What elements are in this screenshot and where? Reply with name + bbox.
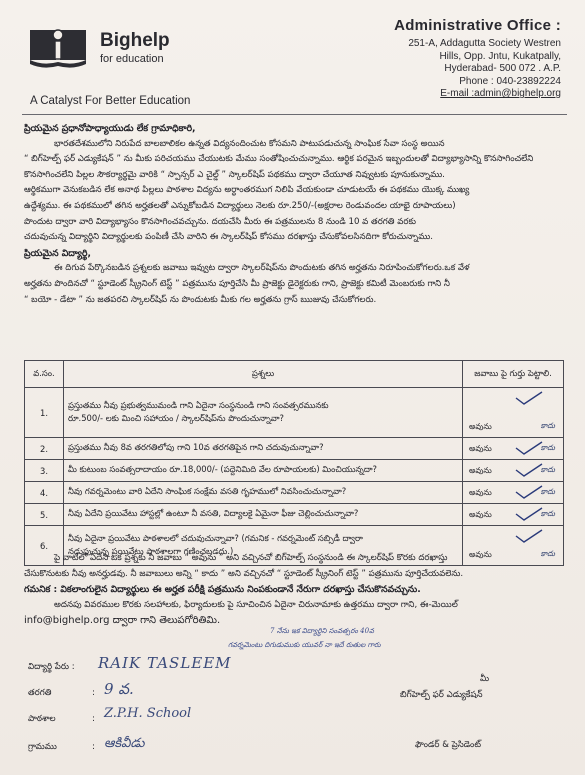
question-text: నీవు ఏదైనా ప్రయివేటు పాఠశాలలో చదువుచున్నావా? (గమనిక - గవర్నమెంట్ సబ్సిడీ ద్వారా — [68, 532, 363, 543]
table-row — [25, 388, 564, 438]
row-serial-number: 5. — [25, 504, 64, 526]
school-value: Z.P.H. School — [104, 706, 192, 721]
table-row — [25, 482, 564, 504]
salutation: ప్రియమైన ప్రధానోపాధ్యాయుడు లేక గ్రామాధికారి, — [24, 123, 196, 134]
instruction-line: అదనపు వివరముల కొరకు సలహాలకు, ఫిర్యాదులకు పై సూచించిన ఏదైనా చిరునామాకు ఉత్తరము ద్వారా గాని, ఈ-మెయిల్ — [54, 599, 458, 610]
table-row — [25, 438, 564, 460]
handwritten-tick-icon — [515, 529, 543, 543]
answer-yes-option: అవును — [469, 510, 492, 519]
office-email: E-mail :admin@bighelp.org — [440, 88, 561, 99]
village-field — [28, 742, 57, 754]
row-answer — [463, 438, 564, 460]
brand-name: Bighelp — [100, 30, 170, 51]
village-label: గ్రామము — [28, 742, 57, 752]
row-question: మీ కుటుంబ సంవత్సరాదాయం రూ.18,000/- (పద్దెనిమిది వేల రూపాయలకు) మించియున్నదా? — [64, 460, 463, 482]
office-address-line: Hyderabad- 500 072 . A.P. — [444, 63, 561, 74]
row-question: నీవు ఏదేని ప్రయివేటు హాస్టల్లో ఉంటూ నీ వసతి, విద్యాలకై ఏమైనా ఫీజు చెల్లించుచున్నావా? — [64, 504, 463, 526]
instructions-block — [24, 551, 565, 629]
office-address-block — [351, 17, 561, 101]
student-name-value: RAIK TASLEEM — [98, 654, 232, 672]
row-question: ప్రస్తుతము నీవు 8వ తరగతిలోపు గాని 10వ తరగతిపైన గాని చదువుచున్నావా? — [64, 438, 463, 460]
school-field — [28, 714, 56, 726]
row-answer — [463, 460, 564, 482]
header-divider — [22, 114, 567, 115]
handwritten-tick-icon — [515, 485, 543, 499]
letter-paragraph-line: “ బిగ్‌హెల్ప్ ఫర్ ఎడ్యుకేషన్ ” ను మీకు పరిచయము చేయుటకు మేము సంతోషించుచున్నాము. ఆర్థిక పరమైన ఇబ్బందులతో విద్యాభ్యాసాన్ని కొనసాగించలేని — [24, 154, 534, 165]
class-label: తరగతి — [28, 688, 52, 698]
letter-paragraph-line: పొందుట ద్వారా వారి విద్యాభ్యాసం కొనసాగించవచ్చును. దయచేసి మీరు ఈ పత్రములను 8 నుండి 10 వ తరగతి వరకు — [24, 216, 416, 227]
header-questions: ప్రశ్నలు — [64, 361, 463, 388]
note-line: గమనిక : వికలాంగులైన విద్యార్థులు ఈ అర్హత పరీక్షి పత్రమును నింపకుండానే నేరుగా దరఖాస్తు చేసుకొనవచ్చును. — [24, 584, 421, 596]
header-serial-number: వ.సం. — [25, 361, 64, 388]
table-row — [25, 504, 564, 526]
letter-paragraph-line: భారతదేశములోని నిరుపేద బాలబాలికల ఉన్నత విద్యనందించుట కోసమని పాటుపడుచున్న సాంఘిక సేవా సంస్థ అయిన — [54, 138, 445, 149]
row-serial-number: 1. — [25, 388, 64, 438]
answer-no-option: కాదు — [540, 443, 555, 452]
student-name-field: విద్యార్థి పేరు : — [28, 662, 75, 672]
school-colon: : — [92, 714, 95, 724]
answer-yes-option: అవును — [469, 466, 492, 475]
answer-no-option: కాదు — [540, 465, 555, 474]
handwritten-tick-icon — [515, 441, 543, 455]
signature-closing: మీ — [480, 674, 490, 684]
header-answer: జవాబు పై గుర్తు పెట్టాలి. — [463, 361, 564, 388]
answer-no-option: కాదు — [540, 487, 555, 496]
answer-yes-option: అవును — [469, 422, 492, 431]
row-serial-number: 4. — [25, 482, 64, 504]
answer-no-option: కాదు — [540, 549, 555, 558]
handwritten-note: గవర్నమెంటు దిగుడుముకు యువర్ నా ఇదే రుతుల గారు — [228, 641, 381, 649]
answer-yes-option: అవును — [469, 550, 492, 559]
row-serial-number: 2. — [25, 438, 64, 460]
student-name-label: విద్యార్థి పేరు — [28, 662, 69, 672]
question-text: ప్రస్తుతము నీవు ప్రభుత్వముమండి గాని ఏదైనా సంస్థనుండి గాని సంవత్సరమునకు — [68, 399, 329, 410]
office-address-line: Hills, Opp. Jntu, Kukatpally, — [439, 50, 561, 62]
office-address-line: 251-A, Addagutta Society Westren — [408, 38, 561, 49]
letter-paragraph-line: అర్హతను పొందినచో “ స్టూడెంట్ స్క్రీనింగ్ టెస్ట్ ” పత్రమును పూర్తిచేసి మీ ప్రాజెక్టు డైరెక్టరుకు గాని, ప్రాజెక్టు కమిటీ మెంబరుకు గాని నీ — [24, 278, 450, 289]
answer-no-option: కాదు — [540, 421, 555, 430]
handwritten-tick-icon — [515, 463, 543, 477]
brand-subtitle: for education — [100, 53, 164, 65]
bighelp-logo-icon — [28, 26, 88, 68]
contact-email-line: info@bighelp.org ద్వారా గాని తెలుపగోరితిమి. — [24, 615, 221, 627]
handwritten-tick-icon — [515, 507, 543, 521]
brand-tagline: A Catalyst For Better Education — [30, 95, 191, 107]
answer-yes-option: అవును — [469, 488, 492, 497]
instruction-line: పై వాటిలో ఏదేని ఒక ప్రశ్నకు నీ జవాబు “ అవును ” అని వచ్చినచో బిగ్‌హెల్ప్ సంస్థనుండి ఈ స్కాలర్‌షిప్ కొరకు దరఖాస్తు — [54, 553, 448, 563]
answer-yes-option: అవును — [469, 444, 492, 453]
letter-paragraph-line: కొనసాగించలేని పిల్లల సౌకర్యార్థమై వారికి “ స్పాన్సర్ ఎ చైల్డ్ ” స్కాలర్‌షిప్ పథకము ద్వారా చేయూత నివ్వుటకు పూనుకున్నాము. — [24, 169, 445, 180]
signature-organization: బిగ్‌హెల్ప్ ఫర్ ఎడ్యుకేషన్ — [400, 690, 483, 700]
letter-paragraph-line: ఉద్దేశ్యము. ఈ పథకములో తగిన అర్హతలతో ఎన్నుకోబడిన విద్యార్థులు నెలకు రూ.250/-(అక్షరాల రెండువందల యాభై రూపాయలు) — [24, 200, 456, 211]
row-serial-number: 6. — [25, 526, 64, 566]
class-colon: : — [92, 688, 95, 698]
question-text: రూ.500/- లకు మించి సహాయం / స్కాలర్‌షిప్‌ను పొందుచున్నావా? — [68, 412, 284, 423]
village-colon: : — [92, 742, 95, 752]
letter-paragraph-line: ఆర్థికముగా వెనుకబడిన లేక అనాథ పిల్లలు పాఠశాల విద్యను అర్ధాంతరముగ నిలిపి వేయకుండా చూడుటయే ఈ పథకము యొక్క ముఖ్య — [24, 185, 470, 196]
signature-role: ఫౌండర్ & ప్రెసిడెంట్ — [415, 740, 481, 750]
row-answer — [463, 388, 564, 438]
office-phone: Phone : 040-23892224 — [459, 75, 561, 87]
office-title: Administrative Office : — [394, 17, 561, 34]
row-answer — [463, 504, 564, 526]
row-serial-number: 3. — [25, 460, 64, 482]
letter-paragraph-line: “ బయో - డేటా ” ను జతపరచి స్కాలర్‌షిప్ ను పొందుటకు మీకు గల అర్హతను గ్రాస్ ఋజువు చేసుకోగలరు. — [24, 294, 377, 305]
row-question — [64, 388, 463, 438]
row-question: నీవు గవర్నమెంటు వారి ఏదేని సాంఘిక సంక్షేమ వసతి గృహములో నివసించుచున్నావా? — [64, 482, 463, 504]
letter-body — [24, 121, 565, 308]
letter-paragraph-line: చదువుచున్న విద్యార్థిని విద్యార్థులకు పంపిణీ చేసి వారిని ఈ స్కాలర్‌షిప్ కోసము దరఖాస్తు చేసుకోవలసినదిగా కోరుచున్నాము. — [24, 232, 434, 243]
answer-no-option: కాదు — [540, 509, 555, 518]
instruction-line: చేసుకొనుటకు నీవు అనర్హుడవు. నీ జవాబులు అన్ని “ కాదు ” అని వచ్చినచో “ స్టూడెంట్ స్క్రీనింగ్ టెస్ట్ ” పత్రమును పూర్తిచేయవలెను. — [24, 568, 464, 579]
village-value: ఆకివీడు — [104, 736, 145, 751]
eligibility-questions-table — [24, 360, 564, 566]
class-field — [28, 688, 52, 700]
class-value: 9 వ. — [104, 680, 134, 698]
question-text: నడుపుచున్న ప్రయివేటు పాఠశాలగా గణించబడదు.) — [68, 545, 234, 556]
table-header-row — [25, 361, 564, 388]
school-label: పాఠశాల — [28, 714, 56, 724]
handwritten-tick-icon — [515, 391, 543, 405]
handwritten-note: 7 నేను ఇక విద్యార్థిని సంవత్సరం 40వ — [270, 627, 374, 635]
letter-paragraph-line: ఈ దిగువ పేర్కొనబడిన ప్రశ్నలకు జవాబు ఇవ్వుట ద్వారా స్కాలర్‌షిప్‌ను పొందుటకు తగిన అర్హతను నిరూపించుకోగలరు.ఒక వేళ — [54, 263, 470, 274]
row-answer — [463, 482, 564, 504]
table-row — [25, 460, 564, 482]
student-salutation: ప్రియమైన విద్యార్థి, — [24, 247, 91, 259]
